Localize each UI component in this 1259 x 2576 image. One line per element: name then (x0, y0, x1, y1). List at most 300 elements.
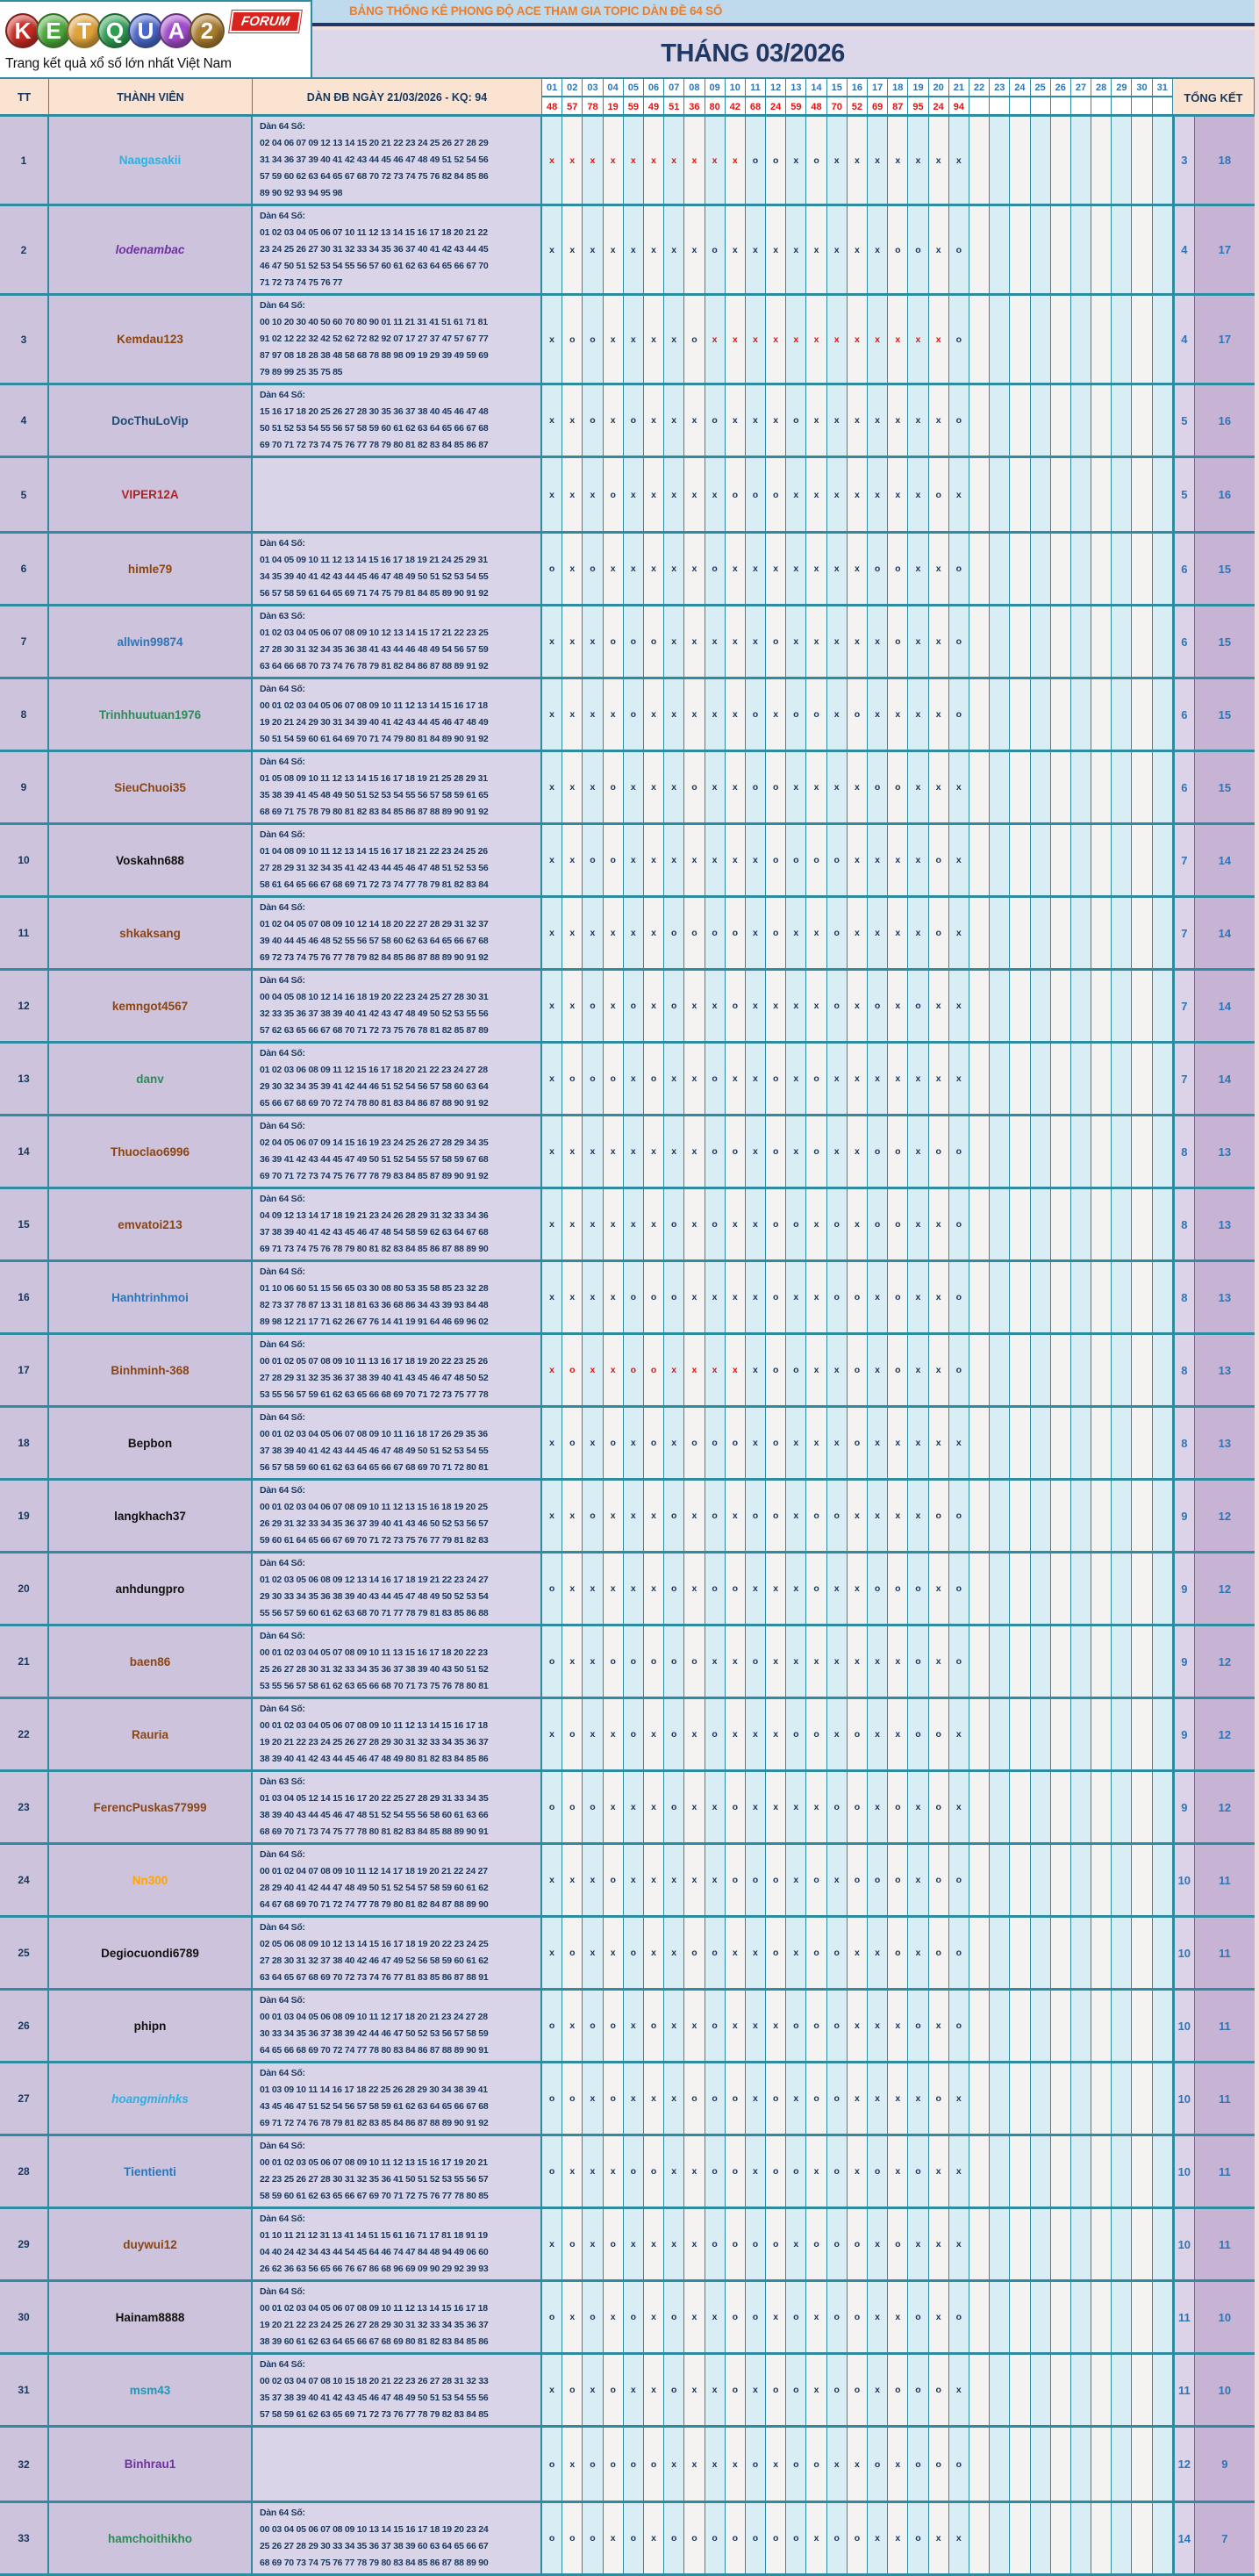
member-row (0, 2279, 1255, 2352)
summary-hit: 13 (1195, 1116, 1255, 1187)
summary-hit: 12 (1195, 1772, 1255, 1842)
day-mark-cell: x (908, 1918, 928, 1988)
member-name[interactable]: Nn300 (49, 1845, 253, 1915)
day-mark-cell: x (746, 1189, 766, 1259)
summary-miss: 8 (1173, 1189, 1195, 1259)
day-mark-cell: x (684, 534, 705, 604)
row-index: 20 (0, 1553, 49, 1624)
dan-line: 79 89 99 25 35 75 85 (260, 367, 343, 377)
day-mark-cell (1132, 2209, 1152, 2279)
day-mark-cell (1031, 2209, 1051, 2279)
day-mark-cell (1091, 752, 1112, 822)
dan-label: Dàn 64 Số: (260, 829, 305, 840)
day-mark-cell (990, 898, 1010, 968)
member-name[interactable]: langkhach37 (49, 1481, 253, 1551)
day-mark-cell: o (746, 1626, 766, 1697)
day-mark-cell (1051, 1408, 1071, 1478)
member-name[interactable]: Hainam8888 (49, 2282, 253, 2352)
day-mark-cell (1153, 1918, 1173, 1988)
row-index: 4 (0, 385, 49, 456)
day-mark-cell (1051, 2063, 1071, 2134)
day-mark-cell (1112, 2355, 1132, 2425)
day-mark-cell (1031, 1699, 1051, 1769)
day-mark-cell (990, 2355, 1010, 2425)
summary-hit: 15 (1195, 752, 1255, 822)
dan-label: Dàn 64 Số: (260, 1849, 305, 1860)
day-mark-cell (1051, 1845, 1071, 1915)
site-logo[interactable] (0, 0, 312, 77)
dan-label: Dàn 64 Số: (260, 757, 305, 767)
member-row (0, 1041, 1255, 1114)
day-mark-cell (1071, 971, 1091, 1041)
day-mark-cell: x (766, 206, 786, 293)
day-mark-cell: o (827, 2209, 848, 2279)
member-name[interactable]: Degiocuondi6789 (49, 1918, 253, 1988)
day-mark-cell: o (746, 2282, 766, 2352)
day-mark-cell (969, 385, 990, 456)
member-name[interactable]: Rauria (49, 1699, 253, 1769)
day-mark-cell (1071, 385, 1091, 456)
member-name[interactable]: kemngot4567 (49, 971, 253, 1041)
day-mark-cell: x (806, 1408, 826, 1478)
day-mark-cell: o (908, 1699, 928, 1769)
member-name[interactable]: himle79 (49, 534, 253, 604)
day-mark-cell (969, 1918, 990, 1988)
day-mark-cell (990, 1481, 1010, 1551)
day-mark-cell: x (664, 206, 684, 293)
summary-hit: 11 (1195, 2209, 1255, 2279)
day-mark-cell: x (746, 1044, 766, 1114)
day-mark-cell: x (827, 1335, 848, 1405)
day-mark-cell (990, 296, 1010, 383)
dan-numbers (253, 1481, 542, 1551)
day-mark-cell (1010, 1044, 1030, 1114)
day-mark-cell (1071, 458, 1091, 531)
dan-line: 69 70 71 72 73 74 75 76 77 78 79 80 81 82 83 84 85 86 87 (260, 440, 489, 450)
dan-numbers (253, 296, 542, 383)
member-name[interactable]: Tientienti (49, 2136, 253, 2206)
member-name[interactable]: Bepbon (49, 1408, 253, 1478)
summary-miss: 10 (1173, 1918, 1195, 1988)
day-mark-cell: x (562, 606, 583, 677)
day-mark-cell: x (604, 898, 624, 968)
day-mark-cell: x (806, 1262, 826, 1332)
day-mark-cell: x (806, 752, 826, 822)
day-mark-cell: o (746, 679, 766, 750)
day-mark-cell: o (664, 1262, 684, 1332)
dan-line: 65 66 67 68 69 70 72 74 78 80 81 83 84 86 87 88 90 91 92 (260, 1098, 489, 1109)
day-mark-cell: o (827, 825, 848, 895)
row-index: 33 (0, 2503, 49, 2573)
day-mark-cell (1010, 679, 1030, 750)
day-mark-cell (1091, 971, 1112, 1041)
day-mark-cell: o (766, 458, 786, 531)
day-mark-cell (1153, 296, 1173, 383)
day-result: 24 (766, 97, 786, 116)
day-mark-cell (969, 898, 990, 968)
day-mark-cell: o (684, 752, 705, 822)
summary-miss: 8 (1173, 1335, 1195, 1405)
dan-label: Dàn 64 Số: (260, 1339, 305, 1350)
day-mark-cell (1031, 1408, 1051, 1478)
day-mark-cell: x (806, 898, 826, 968)
row-index: 12 (0, 971, 49, 1041)
dan-line: 00 01 02 05 07 08 09 10 11 13 16 17 18 19 20 22 23 25 26 (260, 1356, 488, 1367)
dan-line: 68 69 70 71 73 74 75 77 78 80 81 82 83 84 85 88 89 90 91 (260, 1826, 489, 1837)
member-name[interactable]: SieuChuoi35 (49, 752, 253, 822)
day-header: 29 (1112, 79, 1132, 97)
member-row (0, 1624, 1255, 1697)
member-name[interactable]: Hanhtrinhmoi (49, 1262, 253, 1332)
day-mark-cell: x (888, 1408, 908, 1478)
day-mark-cell (1071, 1699, 1091, 1769)
day-mark-cell: o (746, 2428, 766, 2501)
day-mark-cell (1132, 679, 1152, 750)
day-mark-cell (990, 752, 1010, 822)
day-mark-cell: x (604, 206, 624, 293)
day-mark-cell: o (827, 2063, 848, 2134)
day-mark-cell (1071, 1845, 1091, 1915)
day-result: 52 (848, 97, 868, 116)
day-mark-cell: x (827, 1408, 848, 1478)
day-mark-cell (1031, 1044, 1051, 1114)
day-mark-cell: x (868, 1918, 888, 1988)
dan-line: 23 24 25 26 27 30 31 32 33 34 35 36 37 40 41 42 43 44 45 (260, 244, 489, 255)
member-name[interactable]: allwin99874 (49, 606, 253, 677)
dan-line: 26 29 31 32 33 34 35 36 37 39 40 41 43 46 50 52 53 56 57 (260, 1518, 489, 1529)
day-mark-cell (1071, 2355, 1091, 2425)
day-mark-cell: x (705, 971, 726, 1041)
member-name[interactable]: emvatoi213 (49, 1189, 253, 1259)
day-mark-cell: o (827, 1481, 848, 1551)
day-mark-cell (1132, 1918, 1152, 1988)
day-mark-cell (990, 458, 1010, 531)
day-mark-cell: x (746, 1116, 766, 1187)
day-mark-cell: o (562, 1044, 583, 1114)
day-mark-cell: o (562, 1335, 583, 1405)
day-result: 19 (604, 97, 624, 116)
member-name[interactable]: Naagasakii (49, 117, 253, 204)
day-mark-cell: x (604, 534, 624, 604)
day-mark-cell (969, 1116, 990, 1187)
member-row (0, 1842, 1255, 1915)
day-mark-cell: x (562, 206, 583, 293)
day-mark-cell (1010, 1626, 1030, 1697)
summary-hit: 12 (1195, 1481, 1255, 1551)
member-name[interactable]: Kemdau123 (49, 296, 253, 383)
day-mark-cell: x (664, 1845, 684, 1915)
day-header: 01 (542, 79, 562, 97)
member-name[interactable]: Trinhhuutuan1976 (49, 679, 253, 750)
dan-line: 19 20 21 22 23 24 25 26 27 28 29 30 31 32 33 34 35 36 37 (260, 1737, 489, 1747)
dan-line: 53 55 56 57 58 61 62 63 65 66 68 70 71 73 75 76 78 80 81 (260, 1681, 489, 1691)
day-mark-cell (990, 2063, 1010, 2134)
dan-line: 39 40 44 45 46 48 52 55 56 57 58 60 62 63 64 65 66 67 68 (260, 936, 489, 946)
day-mark-cell: x (644, 1553, 664, 1624)
day-mark-cell: x (664, 534, 684, 604)
member-name[interactable]: Binhrau1 (49, 2428, 253, 2501)
member-row (0, 1478, 1255, 1551)
member-name[interactable]: phipn (49, 1991, 253, 2061)
day-mark-cell: x (684, 1845, 705, 1915)
summary-miss: 9 (1173, 1481, 1195, 1551)
day-mark-cell: x (583, 752, 603, 822)
day-mark-cell: o (644, 1335, 664, 1405)
day-mark-cell (1071, 2136, 1091, 2206)
day-mark-cell: x (726, 679, 746, 750)
member-name[interactable]: FerencPuskas77999 (49, 1772, 253, 1842)
dan-line: 35 37 38 39 40 41 42 43 45 46 47 48 49 50 51 53 54 55 56 (260, 2393, 489, 2403)
dan-numbers (253, 534, 542, 604)
dan-label: Dàn 64 Số: (260, 2214, 305, 2224)
day-mark-cell: x (827, 296, 848, 383)
dan-numbers (253, 1553, 542, 1624)
member-name[interactable]: baen86 (49, 1626, 253, 1697)
day-mark-cell: x (583, 2136, 603, 2206)
day-mark-cell: x (542, 752, 562, 822)
day-mark-cell: x (888, 1626, 908, 1697)
summary-miss: 10 (1173, 2209, 1195, 2279)
day-mark-cell: x (786, 1481, 806, 1551)
day-mark-cell (1031, 679, 1051, 750)
day-mark-cell: o (908, 206, 928, 293)
day-mark-cell (1132, 1481, 1152, 1551)
day-mark-cell: o (644, 1408, 664, 1478)
dan-numbers (253, 1335, 542, 1405)
day-mark-cell (1132, 898, 1152, 968)
member-name[interactable]: msm43 (49, 2355, 253, 2425)
day-mark-cell (1132, 1335, 1152, 1405)
day-mark-cell (969, 534, 990, 604)
dan-line: 34 35 39 40 41 42 43 44 45 46 47 48 49 50 51 52 53 54 55 (260, 571, 489, 582)
dan-line: 53 55 56 57 59 61 62 63 65 66 68 69 70 71 72 73 75 77 78 (260, 1389, 489, 1400)
day-mark-cell: o (766, 2209, 786, 2279)
row-index: 27 (0, 2063, 49, 2134)
day-mark-cell: o (929, 1918, 949, 1988)
day-mark-cell: o (705, 2063, 726, 2134)
dan-line: 25 26 27 28 30 31 32 33 34 35 36 37 38 39 40 43 50 51 52 (260, 1664, 489, 1675)
member-name[interactable]: hamchoithikho (49, 2503, 253, 2573)
col-header-tt: TT (0, 79, 49, 116)
day-mark-cell: x (827, 679, 848, 750)
day-mark-cell: o (664, 1553, 684, 1624)
day-mark-cell: o (746, 1481, 766, 1551)
member-name[interactable]: anhdungpro (49, 1553, 253, 1624)
dan-line: 55 56 57 59 60 61 62 63 68 70 71 77 78 79 81 83 85 86 88 (260, 1608, 489, 1618)
day-mark-cell: x (746, 385, 766, 456)
day-mark-cell: x (542, 1335, 562, 1405)
day-mark-cell: o (806, 1044, 826, 1114)
summary-hit: 7 (1195, 2503, 1255, 2573)
day-mark-cell (1132, 2503, 1152, 2573)
day-mark-cell: x (705, 1772, 726, 1842)
day-mark-cell: x (827, 1699, 848, 1769)
day-mark-cell (1153, 1991, 1173, 2061)
day-mark-cell: x (624, 458, 644, 531)
day-result: 59 (624, 97, 644, 116)
day-mark-cell (1051, 1116, 1071, 1187)
day-mark-cell: x (684, 1481, 705, 1551)
day-mark-cell (969, 1699, 990, 1769)
day-mark-cell: o (562, 1408, 583, 1478)
board-header (0, 0, 1255, 114)
day-mark-cell: o (644, 1044, 664, 1114)
member-name[interactable]: duywui12 (49, 2209, 253, 2279)
day-mark-cell: x (786, 606, 806, 677)
day-mark-cell: x (583, 458, 603, 531)
day-mark-cell: x (949, 1772, 969, 1842)
day-result: 68 (746, 97, 766, 116)
member-name[interactable]: hoangminhks (49, 2063, 253, 2134)
member-name[interactable]: VIPER12A (49, 458, 253, 531)
day-mark-cell: o (624, 1699, 644, 1769)
day-mark-cell: o (806, 1116, 826, 1187)
summary-hit: 14 (1195, 825, 1255, 895)
day-mark-cell: o (583, 2282, 603, 2352)
day-mark-cell: o (562, 2503, 583, 2573)
day-mark-cell: x (888, 458, 908, 531)
dan-line: 02 04 06 07 09 12 13 14 15 20 21 22 23 24 25 26 27 28 29 (260, 138, 489, 148)
dan-numbers (253, 1262, 542, 1332)
day-mark-cell (969, 2428, 990, 2501)
dan-label: Dàn 64 Số: (260, 1995, 305, 2006)
day-mark-cell: x (624, 117, 644, 204)
day-mark-cell: o (726, 1772, 746, 1842)
member-name[interactable]: DocThuLoVip (49, 385, 253, 456)
day-mark-cell (1132, 534, 1152, 604)
day-mark-cell: o (766, 898, 786, 968)
day-mark-cell: x (604, 1189, 624, 1259)
day-mark-cell: x (684, 2428, 705, 2501)
day-mark-cell: o (705, 385, 726, 456)
day-mark-cell: x (542, 2355, 562, 2425)
day-mark-cell: x (949, 458, 969, 531)
member-name[interactable]: danv (49, 1044, 253, 1114)
day-mark-cell: x (949, 971, 969, 1041)
day-mark-cell: x (644, 1116, 664, 1187)
day-mark-cell: o (604, 825, 624, 895)
summary-hit: 15 (1195, 606, 1255, 677)
day-header: 02 (562, 79, 583, 97)
member-name[interactable]: Binhminh-368 (49, 1335, 253, 1405)
day-mark-cell: x (827, 606, 848, 677)
day-mark-cell: x (684, 1044, 705, 1114)
day-mark-cell: x (766, 971, 786, 1041)
day-mark-cell (990, 2282, 1010, 2352)
day-mark-cell: x (604, 1699, 624, 1769)
day-mark-cell: o (542, 2428, 562, 2501)
day-mark-cell (1091, 1553, 1112, 1624)
day-mark-cell: x (868, 2355, 888, 2425)
member-row (0, 2206, 1255, 2279)
day-mark-cell: o (766, 606, 786, 677)
day-mark-cell: x (562, 1626, 583, 1697)
dan-label: Dàn 64 Số: (260, 2508, 305, 2518)
day-mark-cell (969, 2503, 990, 2573)
day-mark-cell: x (766, 1553, 786, 1624)
day-mark-cell: o (949, 2428, 969, 2501)
member-row (0, 1915, 1255, 1988)
day-mark-cell (1071, 1189, 1091, 1259)
day-mark-cell (969, 1626, 990, 1697)
day-mark-cell: o (726, 2503, 746, 2573)
day-mark-cell (990, 1845, 1010, 1915)
day-header: 16 (848, 79, 868, 97)
day-mark-cell: x (705, 458, 726, 531)
day-mark-cell (1153, 898, 1173, 968)
dan-line: 29 30 33 34 35 36 38 39 40 43 44 45 47 48 49 50 52 53 54 (260, 1591, 489, 1602)
day-mark-cell: x (644, 2063, 664, 2134)
day-mark-cell: x (888, 2428, 908, 2501)
day-mark-cell: x (583, 2063, 603, 2134)
day-mark-cell: x (726, 1189, 746, 1259)
day-mark-cell (1010, 2136, 1030, 2206)
member-name[interactable]: Voskahn688 (49, 825, 253, 895)
day-mark-cell (969, 679, 990, 750)
day-header: 05 (624, 79, 644, 97)
day-mark-cell: x (786, 752, 806, 822)
dan-line: 00 01 02 03 05 06 07 08 09 10 11 12 13 15 16 17 19 20 21 (260, 2157, 488, 2168)
day-mark-cell (1031, 2282, 1051, 2352)
day-mark-cell (1010, 2428, 1030, 2501)
day-mark-cell (1153, 2503, 1173, 2573)
day-mark-cell (969, 825, 990, 895)
day-mark-cell: x (562, 534, 583, 604)
day-mark-cell: o (848, 2355, 868, 2425)
day-mark-cell (1091, 2428, 1112, 2501)
day-mark-cell: o (644, 606, 664, 677)
day-mark-cell: x (562, 2428, 583, 2501)
day-mark-cell (1112, 2063, 1132, 2134)
logo-ball: Q (97, 13, 132, 48)
day-mark-cell (1051, 898, 1071, 968)
day-mark-cell: x (949, 2063, 969, 2134)
day-mark-cell (1051, 534, 1071, 604)
day-result (1031, 97, 1051, 116)
day-mark-cell: x (949, 117, 969, 204)
day-mark-cell: x (848, 458, 868, 531)
day-mark-cell: x (929, 1408, 949, 1478)
day-mark-cell (1051, 385, 1071, 456)
day-mark-cell: x (684, 2355, 705, 2425)
day-mark-cell (1031, 1553, 1051, 1624)
day-mark-cell: x (929, 2209, 949, 2279)
day-mark-cell (1071, 752, 1091, 822)
day-mark-cell (1153, 1626, 1173, 1697)
member-name[interactable]: lodenambac (49, 206, 253, 293)
day-mark-cell: o (908, 1553, 928, 1624)
day-mark-cell: x (583, 2355, 603, 2425)
day-mark-cell: x (684, 679, 705, 750)
day-mark-cell: x (806, 2503, 826, 2573)
day-mark-cell: x (908, 534, 928, 604)
day-mark-cell (969, 1262, 990, 1332)
day-mark-cell: x (786, 2209, 806, 2279)
day-mark-cell: o (949, 385, 969, 456)
member-name[interactable]: Thuoclao6996 (49, 1116, 253, 1187)
day-mark-cell: o (949, 1335, 969, 1405)
day-mark-cell: x (604, 971, 624, 1041)
day-header: 20 (929, 79, 949, 97)
month-title-row (312, 30, 1255, 77)
day-mark-cell (1091, 117, 1112, 204)
day-mark-cell (1071, 2503, 1091, 2573)
day-mark-cell: o (806, 1845, 826, 1915)
day-mark-cell: x (644, 1189, 664, 1259)
member-name[interactable]: shkaksang (49, 898, 253, 968)
member-row (0, 2061, 1255, 2134)
day-mark-cell: x (664, 606, 684, 677)
